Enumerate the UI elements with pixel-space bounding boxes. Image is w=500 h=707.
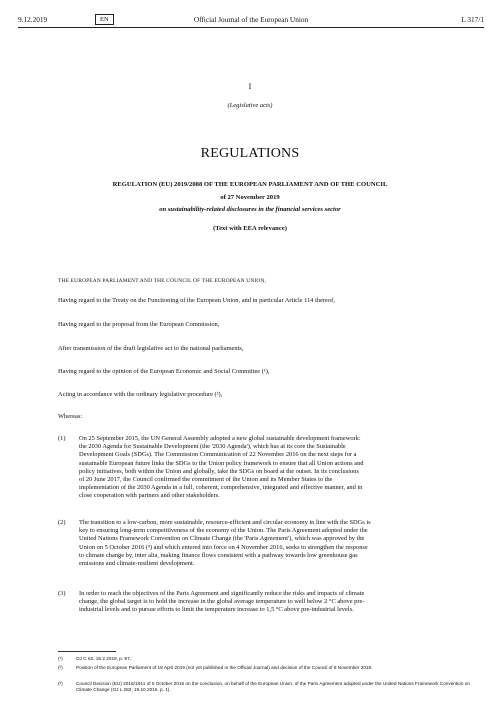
- recital-line: the 2030 Agenda for Sustainable Development (the '2030 Agenda'), which has at its core the Sustainable: [79, 443, 346, 451]
- citation: Having regard to the opinion of the European Economic and Social Committee (¹),: [58, 368, 270, 375]
- recital-line: sustainable European future links the SDGs to the Union policy framework to ensure that all Union actions and: [79, 459, 364, 467]
- recital-line: policy initiatives, both within the Union and globally, take the SDGs on board at the outset. In its conclusions: [79, 467, 359, 475]
- recital-number: (1): [58, 435, 66, 442]
- citation: After transmission of the draft legislative act to the national parliaments,: [58, 345, 244, 352]
- whereas-label: Whereas:: [58, 413, 83, 420]
- citation: Having regard to the Treaty on the Functioning of the European Union, and in particular Article 114 thereof,: [58, 297, 335, 304]
- recital-line: of 20 June 2017, the Council confirmed the commitment of the Union and its Member States to the: [79, 476, 333, 484]
- recital-line: United Nations Framework Convention on Climate Change (the 'Paris Agreement'), which was approved by the: [79, 535, 365, 543]
- citation: Acting in accordance with the ordinary legislative procedure (²),: [58, 391, 223, 398]
- header-rule: [18, 27, 484, 28]
- footnote-number: (²): [58, 665, 63, 670]
- regulation-date: of 27 November 2019: [220, 194, 280, 201]
- eea-relevance: (Text with EEA relevance): [213, 225, 287, 232]
- recital-line: key to ensuring long-term competitiveness of the economy of the Union. The Paris Agreement adopted under the: [79, 527, 368, 535]
- recital-line: Union on 5 October 2016 (³) and which entered into force on 4 November 2016, seeks to strengthen the response: [79, 543, 368, 551]
- recital-text: [79, 519, 488, 568]
- publication-date: 9.12.2019: [18, 15, 48, 24]
- citation: Having regard to the proposal from the European Commission,: [58, 321, 220, 328]
- footnote-number: (³): [58, 681, 63, 686]
- recital-text: [79, 435, 488, 501]
- footnote-number: (¹): [58, 656, 63, 661]
- page-reference: L 317/1: [461, 15, 484, 24]
- journal-title: Official Journal of the European Union: [193, 15, 309, 24]
- recital-number: (3): [58, 590, 66, 597]
- recital-line: close cooperation with partners and other stakeholders.: [79, 492, 220, 500]
- recital-line: emissions and climate-resilient development.: [79, 560, 195, 568]
- footnote-text: Council Decision (EU) 2016/1841 of 5 October 2016 on the conclusion, on behalf of the European Union, of the Paris Agreement adopted under the United Nations Framework Convention on Climate Change (OJ L 282, 19.10.2016, p. 1).: [76, 681, 470, 693]
- language-badge: EN: [95, 14, 114, 25]
- regulations-heading: REGULATIONS: [200, 146, 300, 161]
- section-number: I: [248, 82, 252, 91]
- recital-line: implementation of the 2030 Agenda in a full, coherent, comprehensive, integrated and effective manner, and in: [79, 484, 363, 492]
- recital-line: change, the global target is to hold the increase in the global average temperature to well below 2 °C above pre-: [79, 598, 365, 606]
- recital-line: The transition to a low-carbon, more sustainable, resource-efficient and circular economy in line with the SDGs is: [79, 519, 371, 526]
- section-label: (Legislative acts): [227, 102, 273, 109]
- recital-number: (2): [58, 519, 66, 526]
- recital-line: to climate change by, inter alia, making finance flows consistent with a pathway towards low greenhouse gas: [79, 551, 358, 559]
- recital-text: [79, 590, 488, 615]
- footnote-text: Position of the European Parliament of 18 April 2019 (not yet published in the Official Journal) and decision of the Council of 8 November 2019.: [76, 665, 373, 670]
- recital-line: industrial levels and to pursue efforts to limit the temperature increase to 1,5 °C above pre-industrial levels.: [79, 606, 354, 614]
- recital-line: In order to reach the objectives of the Paris Agreement and significantly reduce the risks and impacts of climate: [79, 590, 365, 597]
- footnote-rule: [58, 651, 116, 652]
- regulation-subject: on sustainability-related disclosures in the financial services sector: [159, 206, 341, 213]
- footnote-text: OJ C 62, 15.2.2019, p. 97.: [76, 656, 131, 661]
- recital-line: On 25 September 2015, the UN General Assembly adopted a new global sustainable development framework:: [79, 435, 361, 442]
- preamble-parties: THE EUROPEAN PARLIAMENT AND THE COUNCIL OF THE EUROPEAN UNION,: [58, 278, 267, 284]
- regulation-title: REGULATION (EU) 2019/2088 OF THE EUROPEAN PARLIAMENT AND OF THE COUNCIL: [112, 181, 388, 188]
- recital-line: Development Goals (SDGs). The Commission Communication of 22 November 2016 on the next steps for a: [79, 451, 357, 459]
